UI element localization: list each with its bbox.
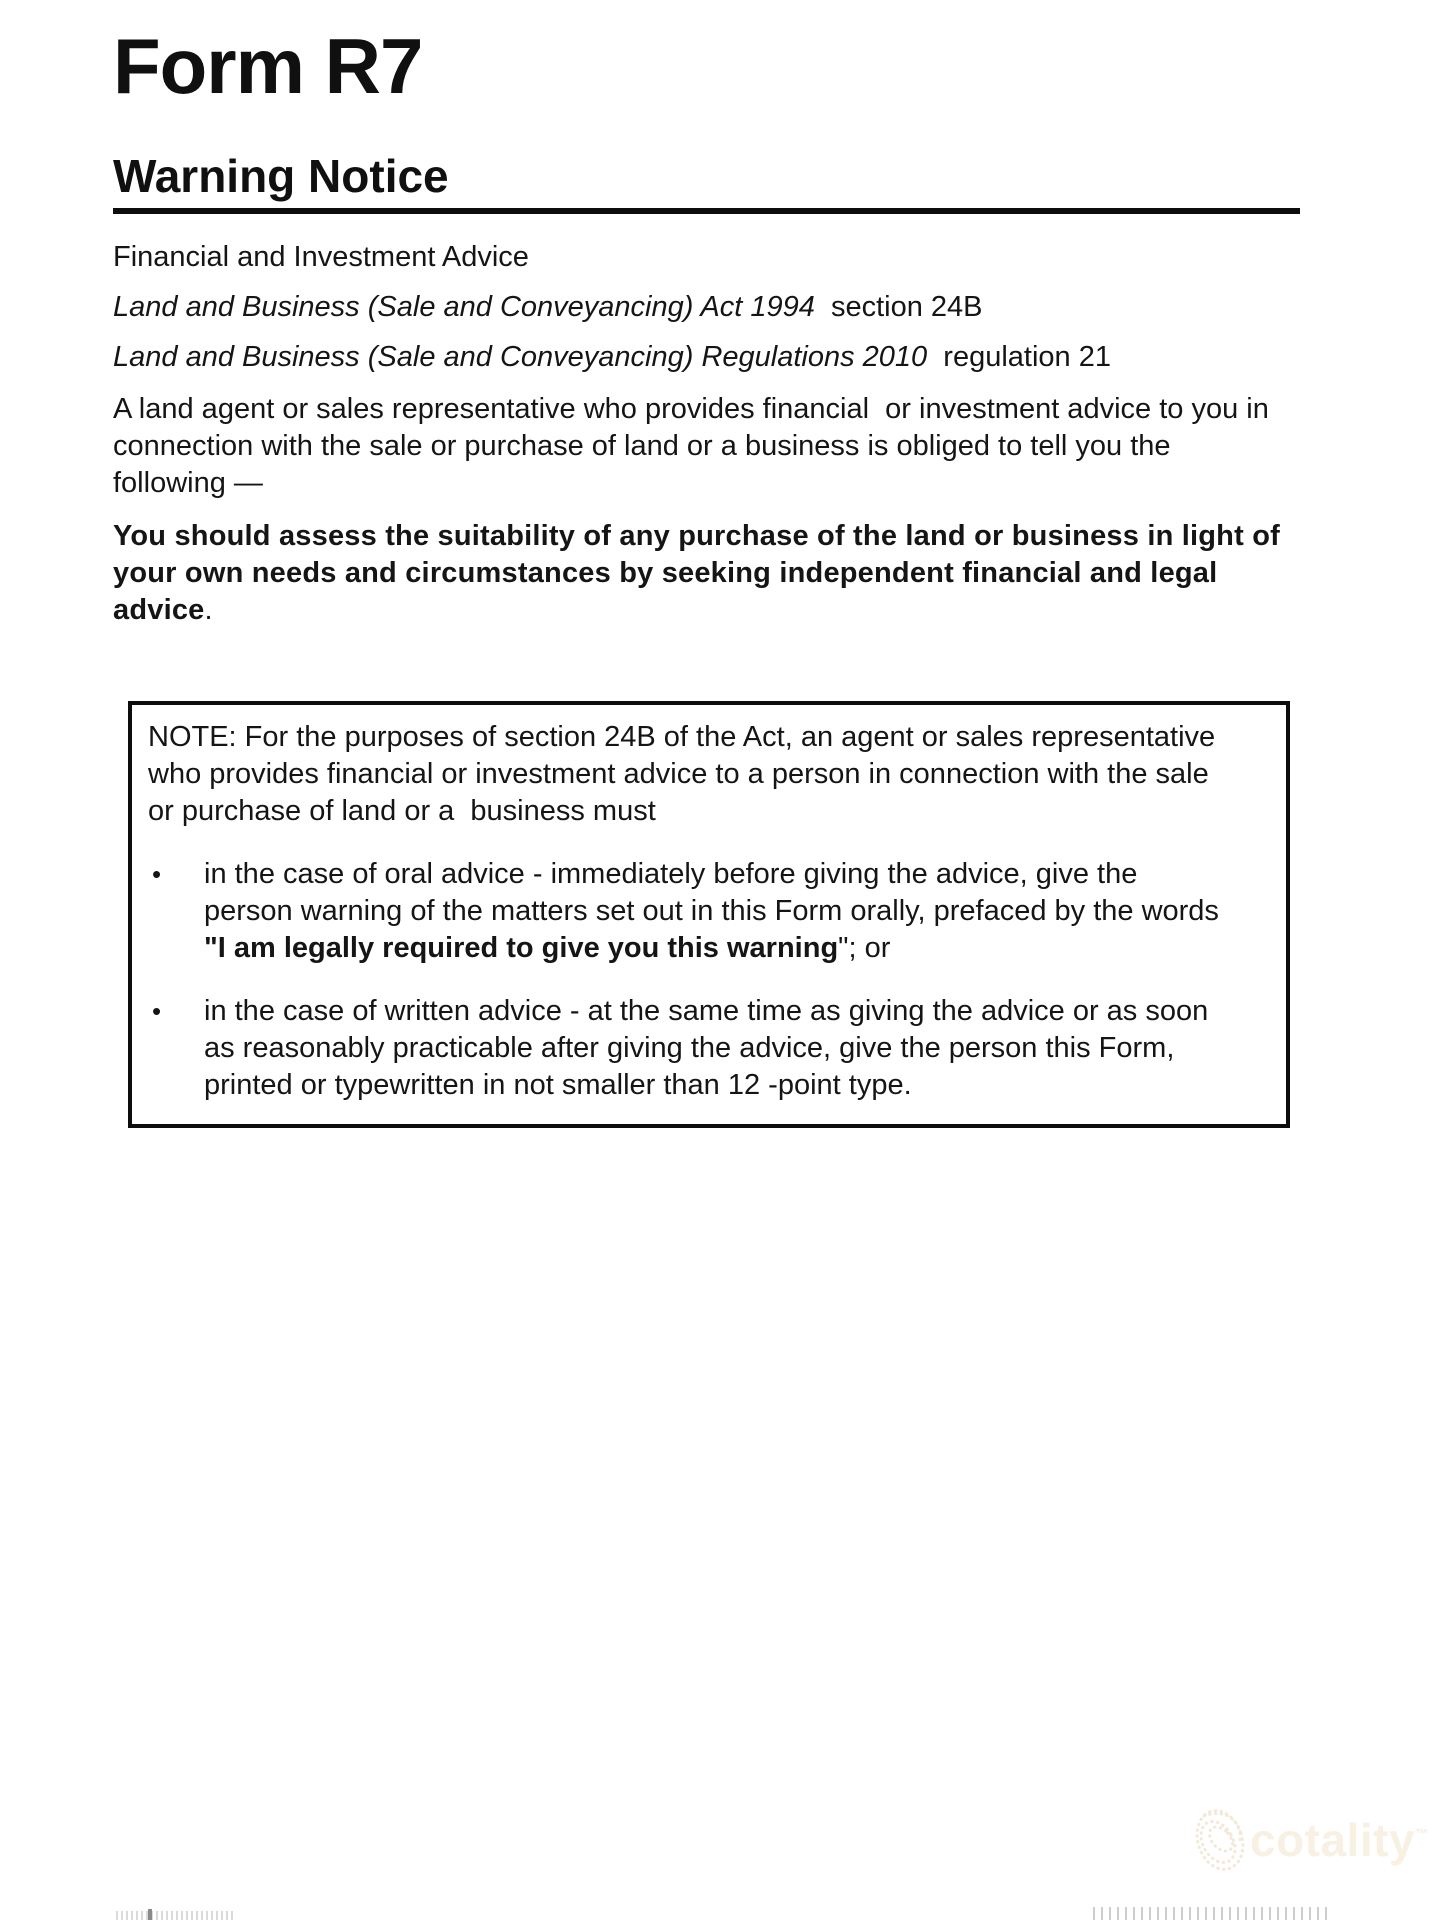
bullet-text bbox=[204, 993, 1266, 1104]
bullet-icon: • bbox=[152, 859, 162, 890]
statute-reference-regulations bbox=[113, 339, 1303, 375]
bullet-line: person warning of the matters set out in this Form orally, prefaced by the words bbox=[204, 895, 1219, 928]
cotality-watermark-logo bbox=[1194, 1806, 1428, 1874]
bullet-line: in the case of oral advice - immediately before giving the advice, give the bbox=[204, 858, 1138, 891]
intro-paragraph bbox=[113, 391, 1303, 502]
warning-statement-line: your own needs and circumstances by seeking independent financial and legal bbox=[113, 557, 1218, 590]
cotality-wordmark: cotality™ bbox=[1250, 1814, 1429, 1866]
warning-statement-line bbox=[113, 592, 1303, 629]
note-bullet-written-advice bbox=[148, 993, 1266, 1104]
bullet-text bbox=[204, 856, 1266, 967]
trademark-symbol: ™ bbox=[1415, 1826, 1429, 1841]
subtitle: Financial and Investment Advice bbox=[113, 241, 529, 274]
bullet-line: printed or typewritten in not smaller than 12 -point type. bbox=[204, 1069, 912, 1102]
note-line: or purchase of land or a business must bbox=[148, 795, 656, 828]
form-number-title: Form R7 bbox=[113, 22, 423, 110]
note-box bbox=[128, 701, 1290, 1128]
bullet-line: in the case of written advice - at the same time as giving the advice or as soon bbox=[204, 995, 1209, 1028]
act-name-italic: Land and Business (Sale and Conveyancing) Act 1994 bbox=[113, 291, 815, 324]
footer-right-clipped-text bbox=[1093, 1907, 1330, 1920]
regulations-name-italic: Land and Business (Sale and Conveyancing) Regulations 2010 bbox=[113, 341, 928, 374]
note-paragraph bbox=[148, 719, 1266, 830]
warning-statement-line: You should assess the suitability of any purchase of the land or business in light of bbox=[113, 520, 1280, 553]
warning-statement-paragraph bbox=[113, 518, 1303, 629]
intro-line: A land agent or sales representative who provides financial or investment advice to you in bbox=[113, 393, 1269, 426]
after-bold-text: "; or bbox=[838, 932, 891, 965]
bullet-line: as reasonably practicable after giving the advice, give the person this Form, bbox=[204, 1032, 1175, 1065]
note-line: who provides financial or investment advice to a person in connection with the sale bbox=[148, 758, 1209, 791]
footer-left-clipped-text bbox=[116, 1911, 234, 1920]
act-section: section 24B bbox=[814, 291, 983, 324]
page-title: Warning Notice bbox=[113, 149, 449, 202]
intro-line: connection with the sale or purchase of land or a business is obliged to tell you the bbox=[113, 430, 1171, 463]
document-content bbox=[113, 0, 1303, 1128]
title-underline-rule bbox=[113, 208, 1300, 214]
warning-statement-bold-word: advice bbox=[113, 594, 205, 627]
bullet-line bbox=[204, 930, 1266, 967]
statute-reference-act bbox=[113, 289, 1303, 325]
warning-statement-period: . bbox=[204, 594, 213, 627]
cotality-swirl-icon bbox=[1194, 1806, 1246, 1874]
bullet-icon: • bbox=[152, 996, 162, 1027]
note-line: NOTE: For the purposes of section 24B of the Act, an agent or sales representative bbox=[148, 721, 1216, 754]
note-bullet-oral-advice bbox=[148, 856, 1266, 967]
intro-line: following — bbox=[113, 467, 263, 500]
regulations-clause: regulation 21 bbox=[927, 341, 1111, 374]
legally-required-bold-phrase: "I am legally required to give you this warning bbox=[204, 932, 839, 965]
